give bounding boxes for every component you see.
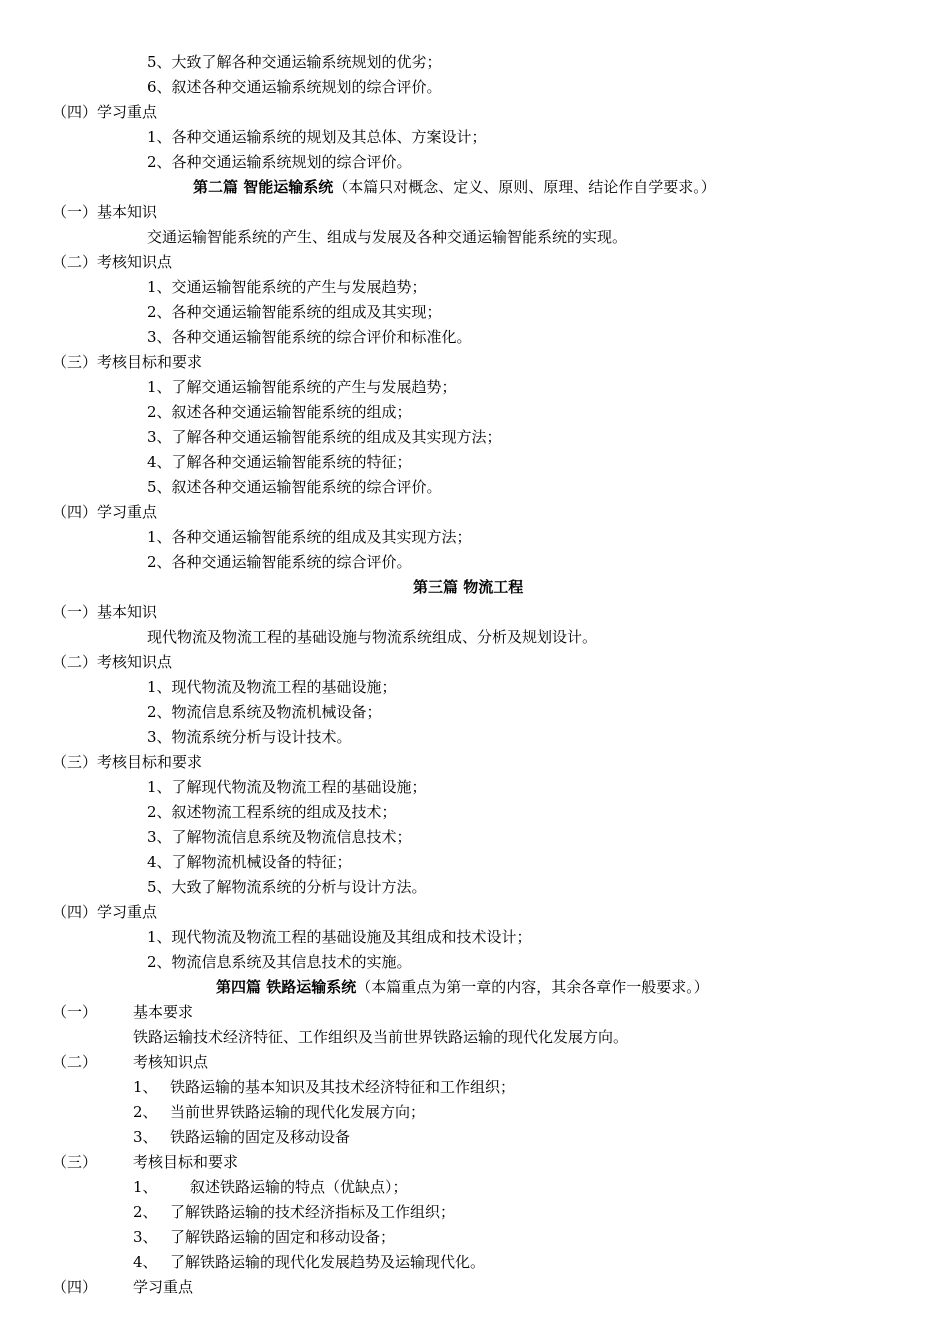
section-label: 考核知识点: [133, 1053, 209, 1071]
text-line: 现代物流及物流工程的基础设施与物流系统组成、分析及规划设计。: [147, 628, 598, 646]
list-number: 1、: [133, 1178, 158, 1196]
text-line: 4、了解物流机械设备的特征；: [147, 853, 352, 871]
text-line: 6、叙述各种交通运输系统规划的综合评价。: [147, 78, 442, 96]
text-line: 1、了解交通运输智能系统的产生与发展趋势；: [147, 378, 457, 396]
section-label: （四）学习重点: [52, 903, 158, 921]
text-line: 3、了解各种交通运输智能系统的组成及其实现方法；: [147, 428, 502, 446]
text-line: 了解铁路运输的技术经济指标及工作组织；: [170, 1203, 456, 1221]
list-number: 4、: [133, 1253, 158, 1271]
text-line: 当前世界铁路运输的现代化发展方向；: [170, 1103, 426, 1121]
text-line: 交通运输智能系统的产生、组成与发展及各种交通运输智能系统的实现。: [147, 228, 628, 246]
text-line: 5、大致了解物流系统的分析与设计方法。: [147, 878, 427, 896]
section-label: （三）考核目标和要求: [52, 353, 203, 371]
chapter-heading-2: [193, 177, 716, 197]
section-label: （一）基本知识: [52, 603, 158, 621]
text-line: 铁路运输的固定及移动设备: [170, 1128, 351, 1146]
section-label: （一）基本知识: [52, 203, 158, 221]
chapter-title: 第二篇 智能运输系统: [193, 178, 334, 196]
text-line: 1、各种交通运输智能系统的组成及其实现方法；: [147, 528, 472, 546]
text-line: 2、物流信息系统及其信息技术的实施。: [147, 953, 412, 971]
section-label: （四）学习重点: [52, 103, 158, 121]
list-number: 3、: [133, 1128, 158, 1146]
text-line: 2、各种交通运输智能系统的组成及其实现；: [147, 303, 442, 321]
text-line: 2、叙述物流工程系统的组成及技术；: [147, 803, 397, 821]
chapter-heading-4: [216, 977, 709, 997]
text-line: 3、了解物流信息系统及物流信息技术；: [147, 828, 412, 846]
section-number: （四）: [52, 1278, 98, 1296]
text-line: 5、叙述各种交通运输智能系统的综合评价。: [147, 478, 442, 496]
section-number: （三）: [52, 1153, 98, 1171]
text-line: 1、现代物流及物流工程的基础设施及其组成和技术设计；: [147, 928, 532, 946]
text-line: 1、了解现代物流及物流工程的基础设施；: [147, 778, 427, 796]
text-line: 了解铁路运输的现代化发展趋势及运输现代化。: [170, 1253, 486, 1271]
text-line: 5、大致了解各种交通运输系统规划的优劣；: [147, 53, 442, 71]
text-line: 2、叙述各种交通运输智能系统的组成；: [147, 403, 412, 421]
text-line: 铁路运输的基本知识及其技术经济特征和工作组织；: [170, 1078, 516, 1096]
text-line: 叙述铁路运输的特点（优缺点）；: [190, 1178, 408, 1196]
text-line: 铁路运输技术经济特征、工作组织及当前世界铁路运输的现代化发展方向。: [133, 1028, 629, 1046]
section-label: （四）学习重点: [52, 503, 158, 521]
list-number: 2、: [133, 1103, 158, 1121]
text-line: 1、现代物流及物流工程的基础设施；: [147, 678, 397, 696]
text-line: 2、物流信息系统及物流机械设备；: [147, 703, 382, 721]
text-line: 3、物流系统分析与设计技术。: [147, 728, 352, 746]
section-number: （二）: [52, 1053, 98, 1071]
text-line: 3、各种交通运输智能系统的综合评价和标准化。: [147, 328, 472, 346]
text-line: 2、各种交通运输智能系统的综合评价。: [147, 553, 412, 571]
chapter-title: 第四篇 铁路运输系统: [216, 978, 357, 996]
section-label: 学习重点: [133, 1278, 194, 1296]
chapter-note: （本篇只对概念、定义、原则、原理、结论作自学要求。）: [333, 178, 716, 196]
section-label: （二）考核知识点: [52, 253, 173, 271]
chapter-heading-3: 第三篇 物流工程: [413, 578, 524, 596]
section-label: （二）考核知识点: [52, 653, 173, 671]
text-line: 1、交通运输智能系统的产生与发展趋势；: [147, 278, 427, 296]
text-line: 了解铁路运输的固定和移动设备；: [170, 1228, 396, 1246]
section-label: 考核目标和要求: [133, 1153, 239, 1171]
text-line: 1、各种交通运输系统的规划及其总体、方案设计；: [147, 128, 487, 146]
list-number: 2、: [133, 1203, 158, 1221]
section-label: 基本要求: [133, 1003, 194, 1021]
section-label: （三）考核目标和要求: [52, 753, 203, 771]
list-number: 3、: [133, 1228, 158, 1246]
list-number: 1、: [133, 1078, 158, 1096]
section-number: （一）: [52, 1003, 98, 1021]
text-line: 2、各种交通运输系统规划的综合评价。: [147, 153, 412, 171]
text-line: 4、了解各种交通运输智能系统的特征；: [147, 453, 412, 471]
chapter-note: （本篇重点为第一章的内容，其余各章作一般要求。）: [356, 978, 709, 996]
